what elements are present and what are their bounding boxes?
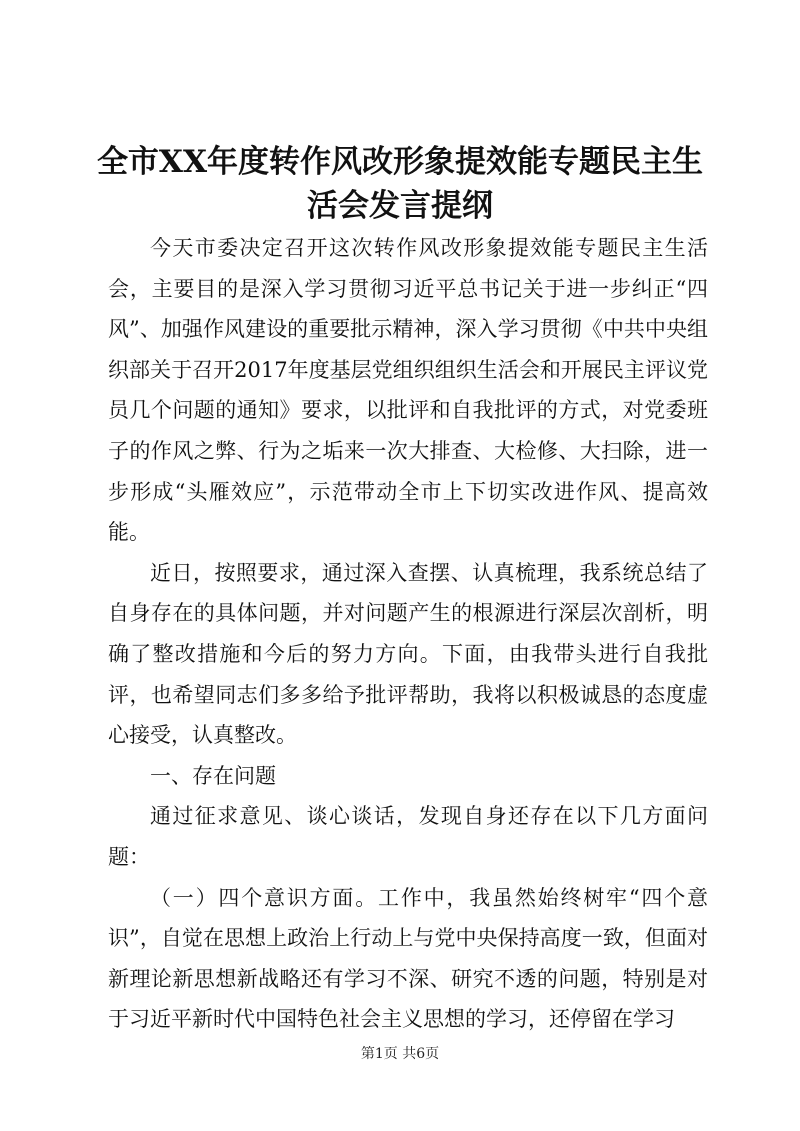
document-body (108, 228, 708, 1040)
paragraph-four-awareness: （一）四个意识方面。工作中，我虽然始终树牢“四个意识”，自觉在思想上政治上行动上与党中央保持高度一致，但面对新理论新思想新战略还有学习不深、研究不透的问题，特别是对于习近平新时代中国特色社会主义思想的学习，还停留在学习 (108, 885, 708, 1032)
paragraph-summary: 近日，按照要求，通过深入查摆、认真梳理，我系统总结了自身存在的具体问题，并对问题产生的根源进行深层次剖析，明确了整改措施和今后的努力方向。下面，由我带头进行自我批评，也希望同志们多多给予批评帮助，我将以积极诚恳的态度虚心接受，认真整改。 (108, 560, 708, 748)
paragraph-problems-lead: 通过征求意见、谈心谈话，发现自身还存在以下几方面问题： (108, 804, 708, 869)
title-line-2: 活会发言提纲 (307, 188, 493, 224)
section-heading-problems: 一、存在问题 (150, 763, 276, 788)
title-line-1: 全市XX年度转作风改形象提效能专题民主生 (96, 144, 704, 180)
paragraph-intro: 今天市委决定召开这次转作风改形象提效能专题民主生活会，主要目的是深入学习贯彻习近平总书记关于进一步纠正“四风”、加强作风建设的重要批示精神，深入学习贯彻《中共中央组织部关于召开2017年度基层党组织组织生活会和开展民主评议党员几个问题的通知》要求，以批评和自我批评的方式，对党委班子的作风之弊、行为之垢来一次大排查、大检修、大扫除，进一步形成“头雁效应”，示范带动全市上下切实改进作风、提高效能。 (108, 236, 708, 545)
document-title (90, 140, 710, 228)
page-footer: 第1页 共6页 (360, 1046, 440, 1062)
